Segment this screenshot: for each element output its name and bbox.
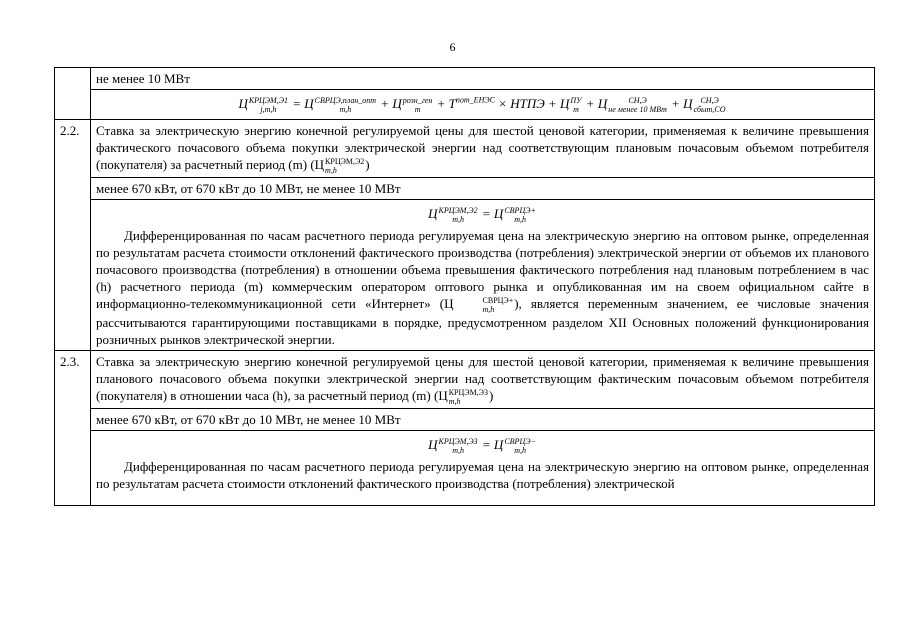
description-text: Дифференцированная по часам расчетного периода регулируемая цена на электрическую энергию на оптовом рынке, определенная по результатам расчета стоимости отклонений фактического производства (потребления) электрической bbox=[96, 459, 869, 492]
description-cell bbox=[91, 200, 875, 351]
voltage-label bbox=[91, 409, 875, 431]
voltage-label bbox=[91, 178, 875, 200]
formula: Ц КРЦЭМ,Э2 m,h = Ц СВРЦЭ+ m,h bbox=[428, 206, 536, 225]
description-text: Дифференцированная по часам расчетного периода регулируемая цена на электрическую энергию на оптовом рынке, определенная по результатам расчета стоимости отклонений фактического производства (потребления) электрической энергии от объемов их планового почасового производства (потребления) в отношении объема превышения фактического потребления над плановым потреблением в час (h) расчетного периода (m) коммерческим оператором оптового рынка и опубликованная им на своем официальном сайте в информационно-телекоммуникационной сети «Интернет» (Ц СВРЦЭ+ m,h ), является переменным значением, ее числовые значения рассчитываются гарантирующими поставщиками в порядке, предусмотренном разделом XII Основных положений функционирования розничных рынков электрической энергии. bbox=[96, 228, 869, 348]
page-number: 6 bbox=[449, 40, 456, 54]
table-row bbox=[55, 90, 875, 120]
voltage-text: не менее 10 МВт bbox=[96, 71, 190, 86]
formula: Ц КРЦЭМ,Э3 m,h = Ц СВРЦЭ− m,h bbox=[428, 437, 536, 456]
table-row bbox=[55, 68, 875, 90]
formula-cell bbox=[91, 90, 875, 120]
tariff-table bbox=[54, 67, 875, 506]
section-number: 2.2. bbox=[55, 120, 91, 351]
heading-text: Ставка за электрическую энергию конечной регулируемой цены для шестой ценовой категории, применяемая к величине превышения планового почасового объема покупки электрической энергии над соответствующим фактическим почасовым объемом потребителя (покупателя) в отношении часа (h), за расчетный период (m) (Ц КРЦЭМ,Э3 m,h ) bbox=[96, 354, 869, 407]
heading-text: Ставка за электрическую энергию конечной регулируемой цены для шестой ценовой категории, применяемая к величине превышения фактического почасового объема покупки электрической энергии над соответствующим плановым почасовым объемом потребителя (покупателя) за расчетный период (m) (Ц КРЦЭМ,Э2 m,h ) bbox=[96, 123, 869, 176]
voltage-label bbox=[91, 68, 875, 90]
table-row bbox=[55, 178, 875, 200]
description-cell bbox=[91, 431, 875, 506]
formula: Ц КРЦЭМ,Э1 j,m,h = Ц СВРЦЭ,план_опт m,h + Ц розн_ген m + $Т^{пот\_ЕНЭС}$ × НТПЭ + Ц ПУ m + Ц СН,Э не менее 10 МВт + Ц СН,Э сбыт,СО bbox=[238, 95, 726, 115]
row-number-cell bbox=[55, 68, 91, 120]
table-row bbox=[55, 409, 875, 431]
table-row bbox=[55, 351, 875, 409]
voltage-text: менее 670 кВт, от 670 кВт до 10 МВт, не менее 10 МВт bbox=[96, 181, 401, 197]
section-heading bbox=[91, 351, 875, 409]
table-row bbox=[55, 200, 875, 351]
clipped-content bbox=[96, 433, 869, 503]
section-number: 2.3. bbox=[55, 351, 91, 506]
table-row bbox=[55, 120, 875, 178]
section-heading bbox=[91, 120, 875, 178]
table-row bbox=[55, 431, 875, 506]
voltage-text: менее 670 кВт, от 670 кВт до 10 МВт, не менее 10 МВт bbox=[96, 412, 401, 428]
